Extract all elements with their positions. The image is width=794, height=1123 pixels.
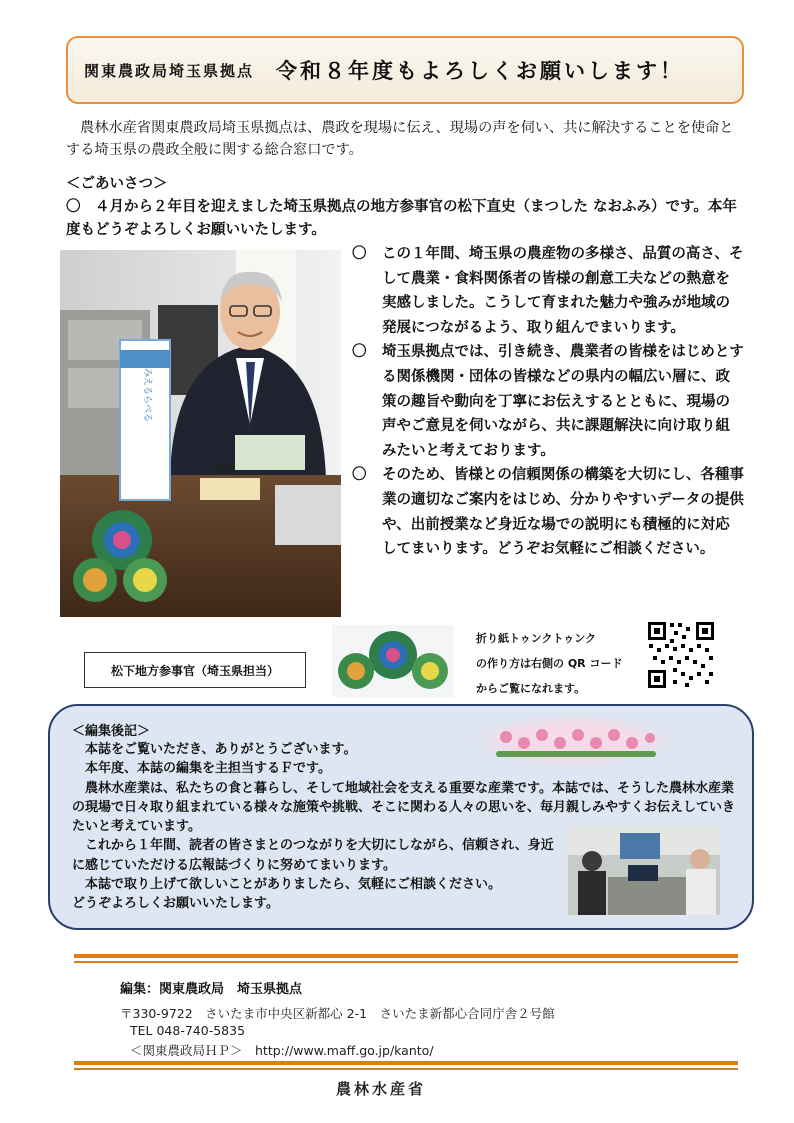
page-title: 令和８年度もよろしくお願いします！ <box>276 59 685 83</box>
bullet-text: 埼玉県拠点では、引き続き、農業者の皆様をはじめとする関係機関・団体の皆様などの県内の幅広い層に、政策の趣旨や動向を丁寧にお伝えするとともに、現場の声やご意見を伺いながら、共に課題解決に向け取り組みたいと考えております。 <box>382 344 744 459</box>
qr-code[interactable] <box>646 620 716 690</box>
editor-note-line: 本誌で取り上げて欲しいことがありましたら、気軽にご相談ください。 <box>72 877 502 893</box>
intro-paragraph: 農林水産省関東農政局埼玉県拠点は、農政を現場に伝え、現場の声を伺い、共に解決することを使命とする埼玉県の農政全般に関する総合窓口です。 <box>66 120 734 158</box>
bullet-text: そのため、皆様との信頼関係の構築を大切にし、各種事業の適切なご案内をはじめ、分かりやすいデータの提供や、出前授業など身近な場での説明にも積極的に対応してまいります。どうぞお気軽にご相談ください。 <box>382 467 744 558</box>
banner-text: みえるらべる <box>142 367 152 423</box>
bullet-mark: 〇 <box>352 467 367 484</box>
councilor-photo <box>60 250 341 617</box>
origami-photo <box>332 625 454 697</box>
footer-rule-top-thin <box>74 961 738 963</box>
editor-note-line: これから１年間、読者の皆さまとのつながりを大切にしながら、信頼され、身近に感じていただける広報誌づくりに努めてまいります。 <box>72 838 554 873</box>
greeting-heading: ＜ごあいさつ＞ <box>66 176 168 192</box>
editor-note-line: 本誌をご覧いただき、ありがとうございます。 <box>72 742 357 757</box>
footer-rule-bottom <box>74 1061 738 1065</box>
footer-hp-link[interactable]: ＜関東農政局ＨＰ＞ http://www.maff.go.jp/kanto/ <box>130 1043 434 1058</box>
footer-editor: 編集：関東農政局 埼玉県拠点 <box>120 982 303 997</box>
title-banner <box>66 36 744 104</box>
photo-caption: 松下地方参事官（埼玉県担当） <box>84 652 306 688</box>
footer-rule-bottom-thin <box>74 1068 738 1070</box>
footer-address: 〒330-9722 さいたま市中央区新都心 2-1 さいたま新都心合同庁舎２号館 <box>120 1006 555 1021</box>
footer-rule-top <box>74 954 738 958</box>
origami-note-line: 折り紙トゥンクトゥンク <box>476 632 597 645</box>
meeting-photo <box>568 825 720 915</box>
origami-note-line: からご覧になれます。 <box>476 682 586 695</box>
office-name: 関東農政局埼玉県拠点 <box>84 61 255 80</box>
editor-note-line: 本年度、本誌の編集を主担当するＦです。 <box>72 761 331 777</box>
bullet-mark: 〇 <box>352 344 367 361</box>
bullet-text: この１年間、埼玉県の農産物の多様さ、品質の高さ、そして農業・食料関係者の皆様の創意工夫などの熱意を実感しました。こうして育まれた魅力や強みが地域の発展につながるよう、取り組んでまいります。 <box>382 246 744 336</box>
greeting-bullet <box>352 463 744 561</box>
origami-note <box>476 626 646 701</box>
footer-tel: TEL 048-740-5835 <box>130 1023 246 1038</box>
origami-note-line: の作り方は右側の QR コード <box>476 657 623 670</box>
greeting-bullet <box>352 242 744 340</box>
greeting-bullets <box>352 242 744 562</box>
bullet-mark: 〇 <box>352 246 367 262</box>
greeting-bullet <box>352 340 744 463</box>
editor-note-heading: ＜編集後記＞ <box>72 724 151 739</box>
ministry-logo: 農林水産省 <box>336 1080 427 1098</box>
editor-note-line: どうぞよろしくお願いいたします。 <box>72 896 279 912</box>
editor-note-line: 農林水産業は、私たちの食と暮らし、そして地域社会を支える重要な産業です。本誌では、そうした農林水産業の現場で日々取り組まれている様々な施策や挑戦、そこに関わる人々の思いを、毎月親しみやすくお伝えしていきたいと考えています。 <box>72 780 736 835</box>
greeting-lead: 〇 ４月から２年目を迎えました埼玉県拠点の地方参事官の松下直史（まつした なおふみ）です。本年度もどうぞよろしくお願いいたします。 <box>66 199 737 238</box>
